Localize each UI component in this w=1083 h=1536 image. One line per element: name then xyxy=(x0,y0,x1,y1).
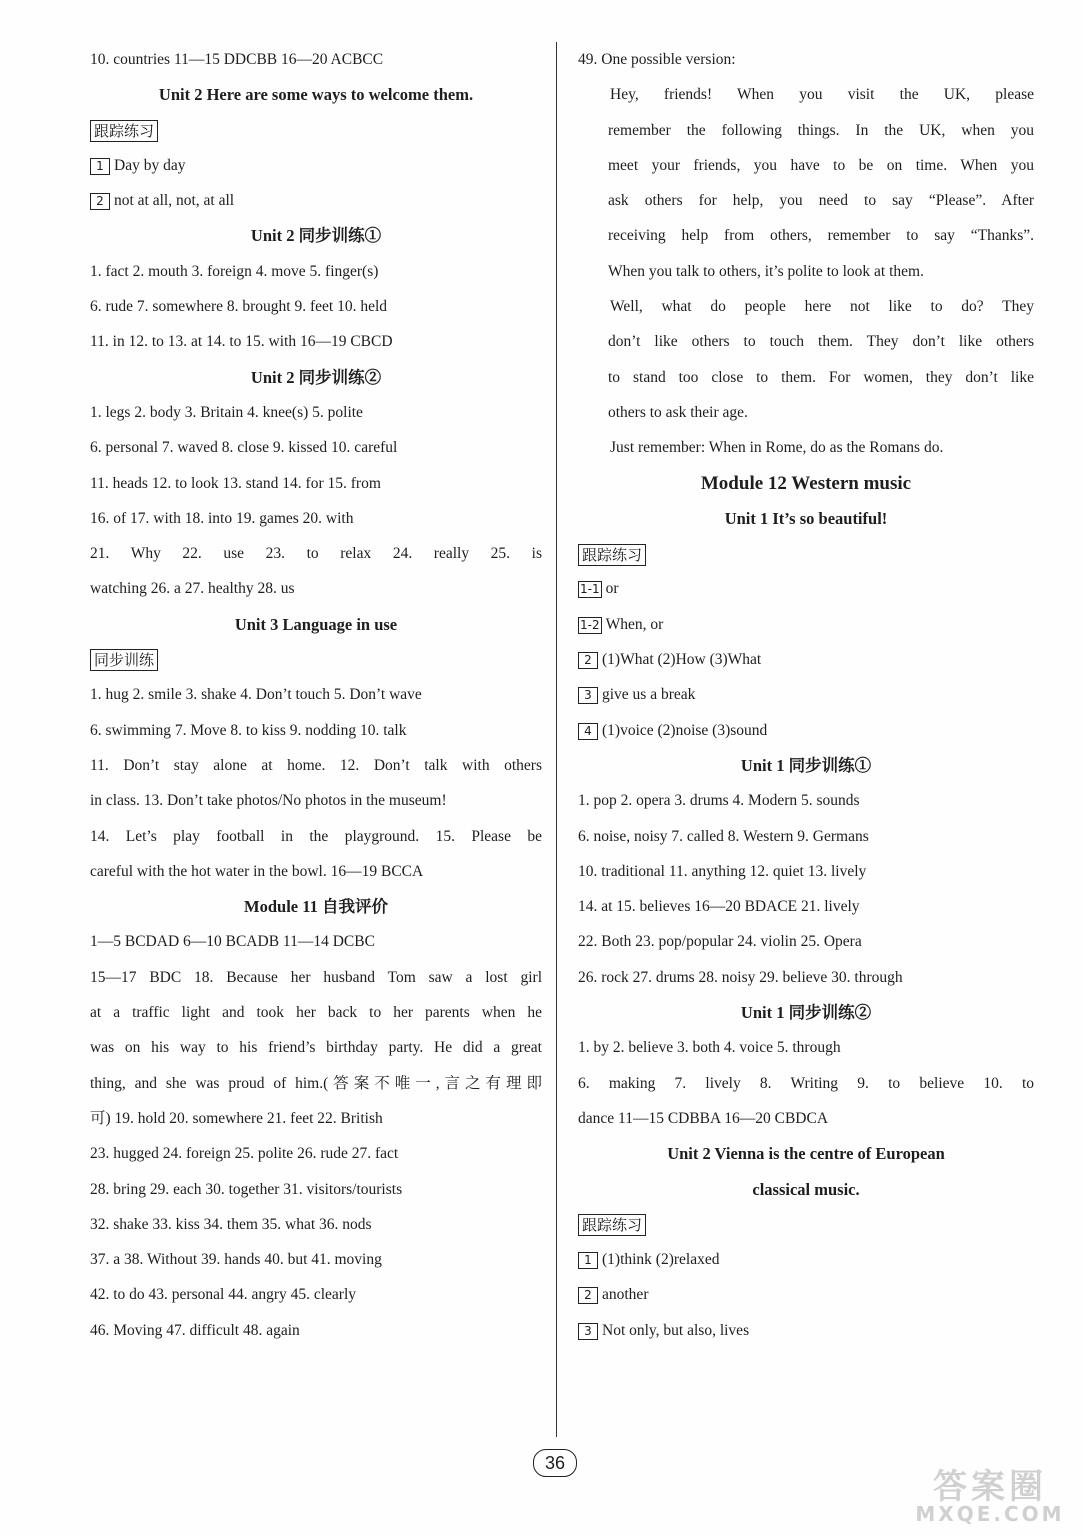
answer-line: Hey, friends! When you visit the UK, please xyxy=(610,86,1034,104)
answer-line: at a traffic light and took her back to her parents when he xyxy=(90,1004,542,1022)
answer-text: (1)voice (2)noise (3)sound xyxy=(602,721,768,739)
exercise-tag-row xyxy=(90,642,542,677)
answer-text: not at all, not, at all xyxy=(114,192,235,210)
answer-line: 可) 19. hold 20. somewhere 21. feet 22. British xyxy=(90,1109,383,1127)
question-number-box: 4 xyxy=(578,723,598,740)
section-heading: Unit 1 同步训练② xyxy=(740,1003,872,1023)
answer-item xyxy=(578,1242,1034,1277)
answer-line: 10. countries 11—15 DDCBB 16—20 ACBCC xyxy=(90,51,384,68)
answer-text: When, or xyxy=(605,615,664,633)
answer-line: dance 11—15 CDBBA 16—20 CBDCA xyxy=(578,1109,829,1127)
answer-line: careful with the hot water in the bowl. 16—19 BCCA xyxy=(90,862,424,880)
answer-line: 46. Moving 47. difficult 48. again xyxy=(90,1321,300,1339)
answer-item xyxy=(578,642,1034,677)
watermark-line-2: MXQE.COM xyxy=(915,1502,1065,1526)
answer-line: 6. noise, noisy 7. called 8. Western 9. Germans xyxy=(578,827,869,845)
answer-line: 11. in 12. to 13. at 14. to 15. with 16—19 CBCD xyxy=(90,333,393,351)
answer-line: 11. heads 12. to look 13. stand 14. for 15. from xyxy=(90,474,381,492)
answer-line: meet your friends, you have to be on time. When you xyxy=(608,156,1034,174)
exercise-tag-row xyxy=(578,1207,1034,1242)
answer-line: 10. traditional 11. anything 12. quiet 13. lively xyxy=(578,862,867,880)
answer-line: to stand too close to them. For women, they don’t like xyxy=(608,368,1034,386)
answer-item xyxy=(578,571,1034,606)
answer-line: 1. hug 2. smile 3. shake 4. Don’t touch 5. Don’t wave xyxy=(90,686,422,704)
right-column xyxy=(578,42,1034,1348)
answer-line: 11. Don’t stay alone at home. 12. Don’t talk with others xyxy=(90,756,542,774)
answer-text: give us a break xyxy=(602,686,696,704)
watermark-line-1: 答案圈 xyxy=(933,1467,1047,1507)
answer-line: Well, what do people here not like to do? They xyxy=(610,298,1034,316)
answer-text: Day by day xyxy=(114,156,186,174)
answer-line: 6. rude 7. somewhere 8. brought 9. feet 10. held xyxy=(90,298,388,316)
question-number-box: 3 xyxy=(578,687,598,704)
column-divider xyxy=(556,42,557,1437)
exercise-tag: 跟踪练习 xyxy=(578,1214,646,1236)
answer-line: 21. Why 22. use 23. to relax 24. really 25. is xyxy=(90,545,542,563)
section-heading: Unit 1 It’s so beautiful! xyxy=(724,508,888,528)
answer-line: 42. to do 43. personal 44. angry 45. clearly xyxy=(90,1286,357,1304)
answer-text: another xyxy=(602,1286,649,1304)
question-number-box: 1 xyxy=(90,158,110,175)
section-heading: Unit 2 Here are some ways to welcome them. xyxy=(158,85,474,105)
question-number-box: 2 xyxy=(578,1287,598,1304)
answer-line: 6. personal 7. waved 8. close 9. kissed 10. careful xyxy=(90,439,398,457)
question-number-box: 1-1 xyxy=(580,582,600,597)
section-heading: Unit 2 同步训练② xyxy=(250,367,382,387)
section-heading: Unit 2 同步训练① xyxy=(250,226,382,246)
answer-line: 28. bring 29. each 30. together 31. visitors/tourists xyxy=(90,1180,403,1198)
answer-text: Not only, but also, lives xyxy=(602,1321,750,1339)
answer-line: 1. fact 2. mouth 3. foreign 4. move 5. finger(s) xyxy=(90,262,379,280)
left-column xyxy=(90,42,542,1348)
answer-item xyxy=(90,148,542,183)
question-number-box: 1 xyxy=(578,1252,598,1269)
answer-item xyxy=(578,713,1034,748)
answer-line: was on his way to his friend’s birthday party. He did a great xyxy=(90,1039,542,1057)
section-heading: Module 12 Western music xyxy=(700,472,912,494)
question-number-box: 2 xyxy=(90,193,110,210)
answer-line: 1—5 BCDAD 6—10 BCADB 11—14 DCBC xyxy=(90,933,375,951)
question-number-box: 2 xyxy=(578,652,598,669)
answer-line: Just remember: When in Rome, do as the Romans do. xyxy=(610,439,944,457)
exercise-tag: 同步训练 xyxy=(90,649,158,671)
answer-item xyxy=(578,1277,1034,1312)
exercise-tag-row xyxy=(90,113,542,148)
answer-line: watching 26. a 27. healthy 28. us xyxy=(90,580,295,598)
exercise-tag: 跟踪练习 xyxy=(578,544,646,566)
question-number-box: 3 xyxy=(578,1323,598,1340)
exercise-tag-row xyxy=(578,536,1034,571)
answer-line: 49. One possible version: xyxy=(578,51,736,68)
section-heading: Unit 3 Language in use xyxy=(234,614,398,634)
answer-line: 16. of 17. with 18. into 19. games 20. with xyxy=(90,509,354,527)
answer-line: 15—17 BDC 18. Because her husband Tom saw a lost girl xyxy=(90,968,542,986)
answer-item xyxy=(578,1313,1034,1348)
answer-line: in class. 13. Don’t take photos/No photos in the museum! xyxy=(90,792,447,810)
answer-line: 1. legs 2. body 3. Britain 4. knee(s) 5. polite xyxy=(90,403,363,421)
page-number: 36 xyxy=(533,1449,577,1477)
answer-line: 14. Let’s play football in the playground. 15. Please be xyxy=(90,827,542,845)
answer-line: 23. hugged 24. foreign 25. polite 26. rude 27. fact xyxy=(90,1145,399,1163)
answer-item xyxy=(578,677,1034,712)
answer-text: or xyxy=(605,580,619,598)
exercise-tag: 跟踪练习 xyxy=(90,120,158,142)
answer-line: receiving help from others, remember to say “Thanks”. xyxy=(608,227,1034,245)
watermark xyxy=(905,1467,1075,1534)
answer-line: 37. a 38. Without 39. hands 40. but 41. moving xyxy=(90,1251,382,1269)
answer-item xyxy=(90,183,542,218)
answer-line: ask others for help, you need to say “Please”. After xyxy=(608,192,1034,210)
answer-line: When you talk to others, it’s polite to look at them. xyxy=(608,262,924,280)
section-heading: Module 11 自我评价 xyxy=(244,897,388,917)
answer-line: thing, and she was proud of him.(答案不唯一,言之有理即 xyxy=(90,1074,542,1092)
answer-line: 26. rock 27. drums 28. noisy 29. believe 30. through xyxy=(578,968,903,986)
answer-line: 1. by 2. believe 3. both 4. voice 5. through xyxy=(578,1039,841,1057)
section-heading: Unit 1 同步训练① xyxy=(740,755,872,775)
answer-line: 32. shake 33. kiss 34. them 35. what 36. nods xyxy=(90,1215,372,1233)
section-heading: Unit 2 Vienna is the centre of European xyxy=(667,1144,945,1164)
answer-line: remember the following things. In the UK, when you xyxy=(608,121,1034,139)
answer-text: (1)think (2)relaxed xyxy=(602,1251,720,1269)
answer-line: don’t like others to touch them. They don’t like others xyxy=(608,333,1034,351)
answer-line: 6. making 7. lively 8. Writing 9. to believe 10. to xyxy=(578,1074,1034,1092)
answer-line: 6. swimming 7. Move 8. to kiss 9. nodding 10. talk xyxy=(90,721,407,739)
question-number-box: 1-2 xyxy=(580,617,600,632)
answer-text: (1)What (2)How (3)What xyxy=(602,651,762,669)
answer-line: others to ask their age. xyxy=(608,403,748,421)
answer-line: 22. Both 23. pop/popular 24. violin 25. Opera xyxy=(578,933,862,951)
section-heading: classical music. xyxy=(752,1179,860,1199)
answer-line: 14. at 15. believes 16—20 BDACE 21. lively xyxy=(578,898,860,916)
answer-item xyxy=(578,607,1034,642)
answer-line: 1. pop 2. opera 3. drums 4. Modern 5. sounds xyxy=(578,792,860,810)
